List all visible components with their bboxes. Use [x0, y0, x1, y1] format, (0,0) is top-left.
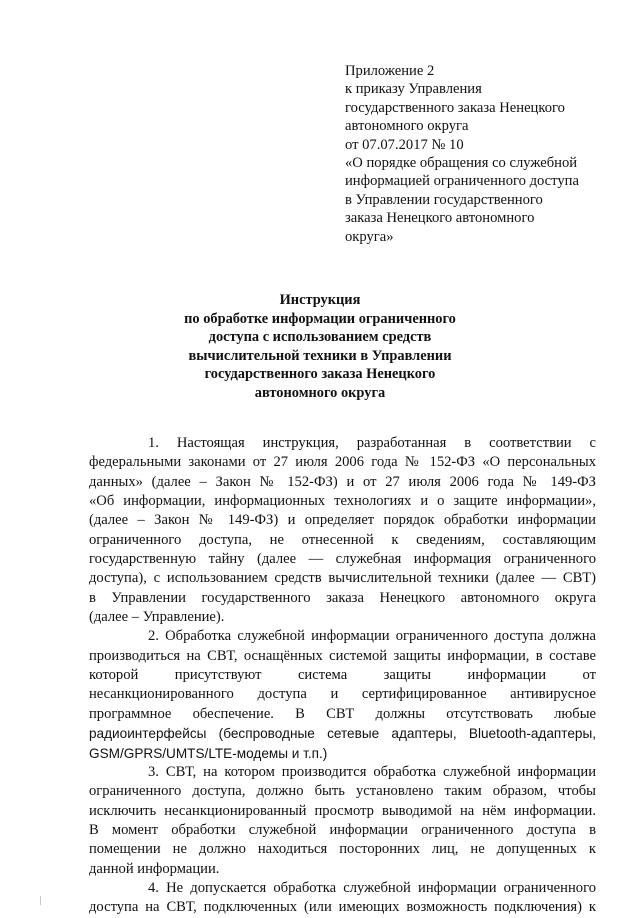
body-line: данных» (далее – Закон № 152-ФЗ) и от 27 июля 2006 года № 149-ФЗ: [89, 473, 596, 490]
body-line: несанкционированного доступа и сертифицированное антивирусное: [89, 686, 596, 703]
body-line: которой присутствуют система защиты информации от: [89, 667, 596, 684]
scan-margin-mark: [40, 896, 41, 905]
body-line: доступа на СВТ, подключенных (или имеющих возможность подключения) к: [89, 899, 596, 916]
document-title: [90, 291, 550, 402]
body-line: радиоинтерфейсы (беспроводные сетевые адаптеры, Bluetooth-адаптеры,: [89, 726, 596, 742]
appendix-line: государственного заказа Ненецкого: [345, 99, 565, 116]
body-line: государственную тайну (далее — служебная информация ограниченного: [89, 551, 596, 568]
body-line: 4. Не допускается обработка служебной информации ограниченного: [148, 879, 596, 896]
body-line: (далее – Закон № 149-ФЗ) и определяет порядок обработки информации: [89, 512, 596, 529]
appendix-header: [345, 62, 605, 246]
body-line: программное обеспечение. В СВТ должны отсутствовать любые: [89, 705, 596, 722]
body-line: исключить несанкционированный просмотр выводимой на нём информации.: [89, 802, 596, 819]
appendix-line: заказа Ненецкого автономного: [345, 210, 535, 227]
title-line: доступа с использованием средств: [208, 329, 432, 345]
appendix-line: в Управлении государственного: [345, 191, 543, 208]
body-line: в Управлении государственного заказа Ненецкого автономного округа: [89, 589, 596, 606]
body-line: В момент обработки служебной информации ограниченного доступа в: [89, 821, 596, 838]
body-line: производиться на СВТ, оснащённых системой защиты информации, в составе: [89, 647, 596, 664]
title-line: по обработке информации ограниченного: [184, 310, 456, 327]
body-line: данной информации.: [89, 860, 220, 877]
body-line: ограниченного доступа, должно быть установлено таким образом, чтобы: [89, 783, 596, 800]
appendix-line: Приложение 2: [345, 63, 435, 79]
appendix-line: информацией ограниченного доступа: [345, 173, 579, 190]
appendix-line: «О порядке обращения со служебной: [345, 155, 578, 172]
body-line: GSM/GPRS/UMTS/LTE-модемы и т.п.): [89, 745, 328, 761]
appendix-line: автономного округа: [345, 118, 469, 135]
body-line: федеральными законами от 27 июля 2006 года № 152-ФЗ «О персональных: [89, 454, 596, 471]
body-line: 2. Обработка служебной информации ограниченного доступа должна: [148, 628, 596, 645]
body-line: (далее – Управление).: [89, 609, 225, 626]
title-line: Инструкция: [279, 292, 361, 308]
title-line: вычислительной техники в Управлении: [188, 347, 452, 364]
title-line: государственного заказа Ненецкого: [204, 366, 436, 382]
body-line: ограниченного доступа, не отнесенной к сведениям, составляющим: [89, 531, 596, 548]
body-line: 1. Настоящая инструкция, разработанная в соответствии с: [148, 435, 596, 451]
body-line: «Об информации, информационных технологиях и о защите информации»,: [89, 493, 596, 510]
body-line: помещении не должно находиться посторонних лиц, не допущенных к: [89, 841, 596, 858]
title-line: автономного округа: [254, 384, 386, 401]
appendix-line: округа»: [345, 228, 394, 245]
document-body: [89, 434, 596, 918]
appendix-line: к приказу Управления: [345, 81, 482, 98]
body-line: доступа), с использованием средств вычислительной техники (далее — СВТ): [89, 570, 596, 587]
appendix-line: от 07.07.2017 № 10: [345, 136, 464, 153]
body-line: 3. СВТ, на котором производится обработка служебной информации: [148, 763, 596, 780]
